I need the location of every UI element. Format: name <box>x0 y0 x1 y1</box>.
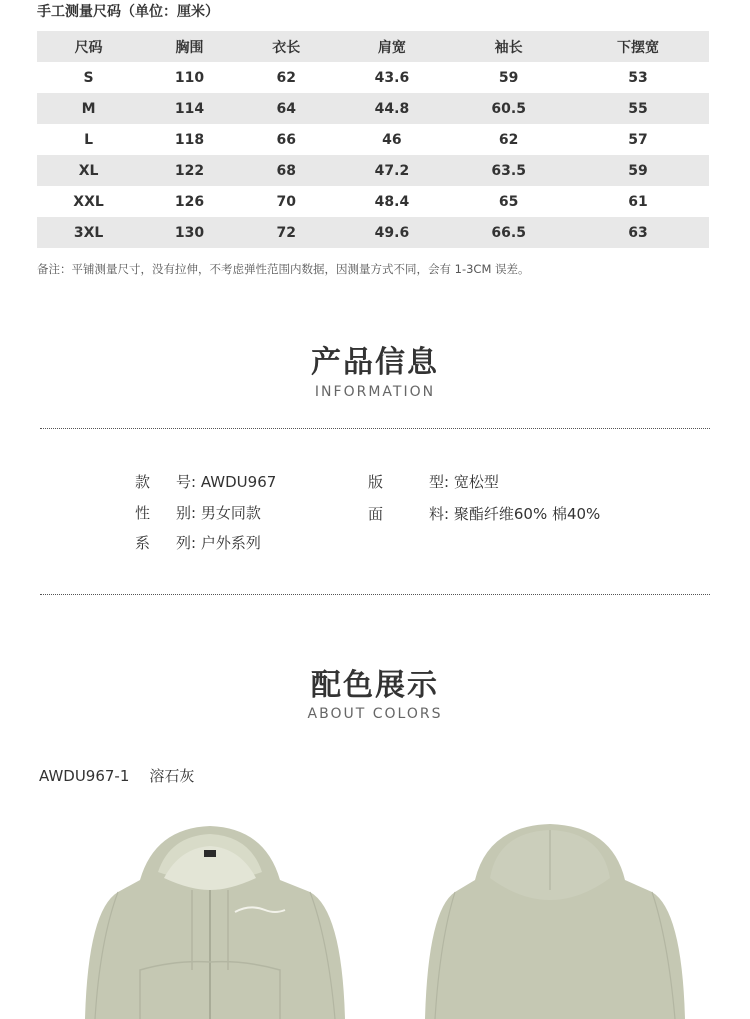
info-key-2: 别: <box>176 504 197 522</box>
color-variant-label <box>39 765 194 786</box>
table-cell: 70 <box>276 193 296 210</box>
header-sleeve: 袖长 <box>450 31 567 62</box>
info-value: AWDU967 <box>200 473 277 491</box>
table-cell: 64 <box>239 93 334 124</box>
header-length: 衣长 <box>239 31 334 62</box>
table-row <box>37 93 709 124</box>
front-hoodie-image <box>80 820 350 1019</box>
table-cell: 59 <box>498 69 519 86</box>
header-chest: 胸围 <box>140 31 239 62</box>
info-value: 男女同款 <box>200 504 261 522</box>
table-row <box>37 124 709 155</box>
table-cell: 59 <box>567 155 709 186</box>
table-cell: 72 <box>239 217 334 248</box>
divider-top <box>40 428 710 429</box>
table-cell: 46 <box>382 131 402 148</box>
info-value: 户外系列 <box>200 534 261 552</box>
product-info-subtitle: INFORMATION <box>314 384 436 400</box>
info-style-number <box>135 471 276 492</box>
header-size: 尺码 <box>37 31 140 62</box>
table-cell: S <box>83 69 94 86</box>
table-row <box>37 217 709 248</box>
table-cell: 55 <box>567 93 709 124</box>
size-chart-title: 手工测量尺码（单位：厘米） <box>37 4 219 20</box>
info-value: 聚酯纤维60% 棉40% <box>453 505 601 523</box>
table-cell: 62 <box>276 69 296 86</box>
divider-bottom <box>40 594 710 595</box>
info-gender <box>135 502 261 523</box>
table-cell: XL <box>37 155 140 186</box>
table-cell: 43.6 <box>374 69 410 86</box>
back-hoodie-image <box>420 820 690 1019</box>
colors-subtitle: ABOUT COLORS <box>307 706 443 722</box>
info-key-2: 列: <box>176 534 197 552</box>
table-cell: 3XL <box>37 217 140 248</box>
info-series <box>135 532 261 553</box>
table-cell: M <box>37 93 140 124</box>
info-value: 宽松型 <box>453 473 499 491</box>
info-key-1: 款 <box>135 473 151 491</box>
table-row <box>37 186 709 217</box>
colors-title: 配色展示 <box>311 668 439 703</box>
table-cell: L <box>84 131 94 148</box>
info-key-2: 号: <box>176 473 197 491</box>
table-cell: XXL <box>73 193 104 210</box>
table-cell: 66 <box>276 131 296 148</box>
model-number: AWDU967-1 <box>39 767 130 785</box>
product-info-title: 产品信息 <box>311 345 439 380</box>
header-hem: 下摆宽 <box>567 31 709 62</box>
color-name: 溶石灰 <box>149 767 195 785</box>
table-cell: 118 <box>174 131 205 148</box>
table-row <box>37 62 709 93</box>
table-cell: 126 <box>174 193 205 210</box>
info-fabric <box>368 503 600 524</box>
table-cell: 114 <box>140 93 239 124</box>
info-fit <box>368 471 499 492</box>
table-cell: 47.2 <box>334 155 451 186</box>
table-cell: 53 <box>628 69 648 86</box>
table-cell: 60.5 <box>450 93 567 124</box>
table-cell: 122 <box>140 155 239 186</box>
info-key-2: 料: <box>429 505 450 523</box>
table-cell: 63.5 <box>450 155 567 186</box>
table-cell: 110 <box>174 69 205 86</box>
table-cell: 65 <box>498 193 519 210</box>
info-key-1: 版 <box>368 473 384 491</box>
size-note: 备注：平铺测量尺寸，没有拉伸，不考虑弹性范围内数据，因测量方式不同，会有 1-3CM 误差。 <box>37 262 530 276</box>
info-key-1: 系 <box>135 534 151 552</box>
size-table <box>37 31 709 248</box>
table-cell: 63 <box>567 217 709 248</box>
info-key-2: 型: <box>429 473 450 491</box>
table-cell: 48.4 <box>374 193 410 210</box>
table-cell: 68 <box>239 155 334 186</box>
table-cell: 57 <box>628 131 648 148</box>
table-cell: 44.8 <box>334 93 451 124</box>
table-cell: 61 <box>628 193 648 210</box>
table-row <box>37 155 709 186</box>
table-header-row <box>37 31 709 62</box>
header-shoulder: 肩宽 <box>334 31 451 62</box>
info-key-1: 性 <box>135 504 151 522</box>
info-key-1: 面 <box>368 505 384 523</box>
table-cell: 49.6 <box>334 217 451 248</box>
table-cell: 62 <box>498 131 519 148</box>
table-cell: 130 <box>140 217 239 248</box>
table-cell: 66.5 <box>450 217 567 248</box>
